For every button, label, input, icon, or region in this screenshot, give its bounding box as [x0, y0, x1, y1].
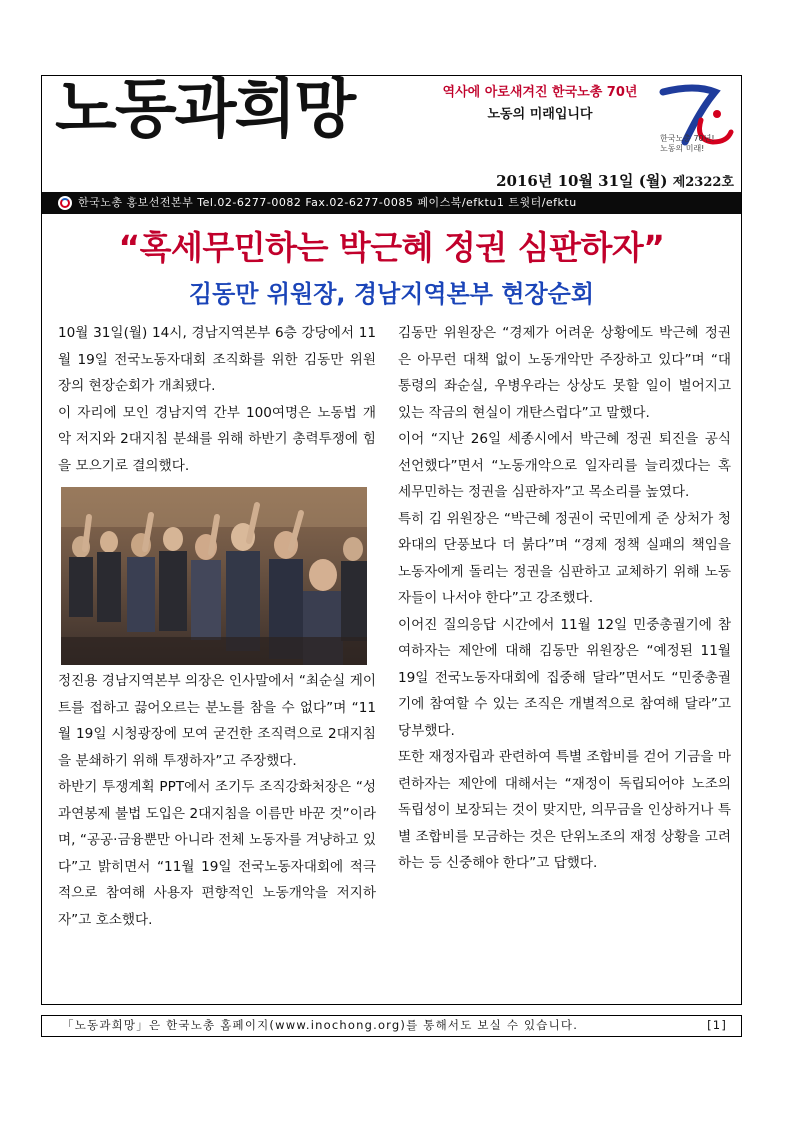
paragraph: 하반기 투쟁계획 PPT에서 조기두 조직강화처장은 “성과연봉제 불법 도입은 2대지침을 이름만 바꾼 것”이라며, “공공·금융뿐만 아니라 전체 노동자를 겨냥하고 있다”고 밝히면서 “11월 19일 전국노동자대회에 적극적으로 참여해 사용자 편향적인 노동개악을 저지하자”고 호소했다.: [58, 779, 376, 928]
paragraph: 정진용 경남지역본부 의장은 인사말에서 “최순실 게이트를 접하고 끓어오르는 분노를 참을 수 없다”며 “11월 19일 시청광장에 모여 굳건한 조직력으로 2대지침을 분쇄하기 위해 투쟁하자”고 주장했다.: [58, 673, 376, 769]
paragraph: 김동만 위원장은 “경제가 어려운 상황에도 박근혜 정권은 아무런 대책 없이 노동개악만 주장하고 있다”며 “대통령의 좌순실, 우병우라는 상상도 못할 일이 벌어지고 있는 작금의 현실이 개탄스럽다”고 말했다.: [398, 325, 731, 421]
footer-bar: [41, 1015, 742, 1037]
paragraph: 특히 김 위원장은 “박근혜 정권이 국민에게 준 상처가 청와대의 단풍보다 더 붉다”며 “경제 정책 실패의 책임을 노동자에게 돌리는 정권을 심판하고 교체하기 위해 노동자들이 나서야 한다”고 강조했다.: [398, 510, 731, 606]
slogan-line-2: 노동의 미래입니다: [487, 107, 593, 122]
page-number: [1]: [707, 1018, 727, 1032]
paragraph: 이 자리에 모인 경남지역 간부 100여명은 노동법 개악 저지와 2대지침 분쇄를 위해 하반기 총력투쟁에 힘을 모으기로 결의했다.: [58, 404, 376, 474]
dateline: [496, 170, 734, 191]
masthead-title: 노동과희망: [55, 72, 355, 147]
column-right: [398, 320, 731, 877]
logo-caption-2: 노동의 미래!: [660, 144, 705, 153]
logo-caption-1: 한국노총 70년!: [660, 134, 715, 143]
headline: “혹세무민하는 박근혜 정권 심판하자”: [118, 228, 665, 267]
paragraph: 이어진 질의응답 시간에서 11월 12일 민중총궐기에 참여하자는 제안에 대해 김동만 위원장은 “예정된 11월 19일 전국노동자대회에 집중해 달라”면서도 “민중총궐기에 참여할 수 있는 조직은 개별적으로 참여해 달라”고 당부했다.: [398, 616, 731, 739]
issue-number: 제2322호: [672, 175, 734, 190]
issue-date: 2016년 10월 31일 (월): [496, 172, 668, 190]
paragraph: 또한 재정자립과 관련하여 특별 조합비를 걷어 기금을 마련하자는 제안에 대해서는 “재정이 독립되어야 노조의 독립성이 보장되는 것이 맞지만, 의무금을 인상하거나 특별 조합비를 모금하는 것은 단위노조의 재정 상황을 고려하는 등 신중해야 한다”고 답했다.: [398, 749, 731, 871]
column-left-bottom: [58, 668, 376, 933]
logo-caption: [660, 134, 740, 154]
contact-bar: [42, 192, 741, 214]
slogan: [415, 82, 665, 126]
slogan-line-1: 역사에 아로새겨진 한국노총 70년: [442, 85, 638, 100]
subheadline: 김동만 위원장, 경남지역본부 현장순회: [188, 280, 595, 308]
paragraph: 이어 “지난 26일 세종시에서 박근혜 정권 퇴진을 공식 선언했다”면서 “노동개악으로 일자리를 늘리겠다는 혹세무민하는 정권을 심판하자”고 목소리를 높였다.: [398, 431, 731, 500]
union-emblem-icon: [58, 196, 72, 210]
paragraph: 10월 31일(월) 14시, 경남지역본부 6층 강당에서 11월 19일 전국노동자대회 조직화를 위한 김동만 위원장의 현장순회가 개최됐다.: [58, 325, 376, 394]
rally-photo: [61, 487, 367, 665]
footer-text: 「노동과희망」은 한국노총 홈페이지(www.inochong.org)를 통해서도 보실 수 있습니다.: [62, 1018, 579, 1032]
column-left-top: [58, 320, 376, 479]
contact-text: 한국노총 홍보선전본부 Tel.02-6277-0082 Fax.02-6277-0085 페이스북/efktu1 트윗터/efktu: [78, 196, 577, 209]
